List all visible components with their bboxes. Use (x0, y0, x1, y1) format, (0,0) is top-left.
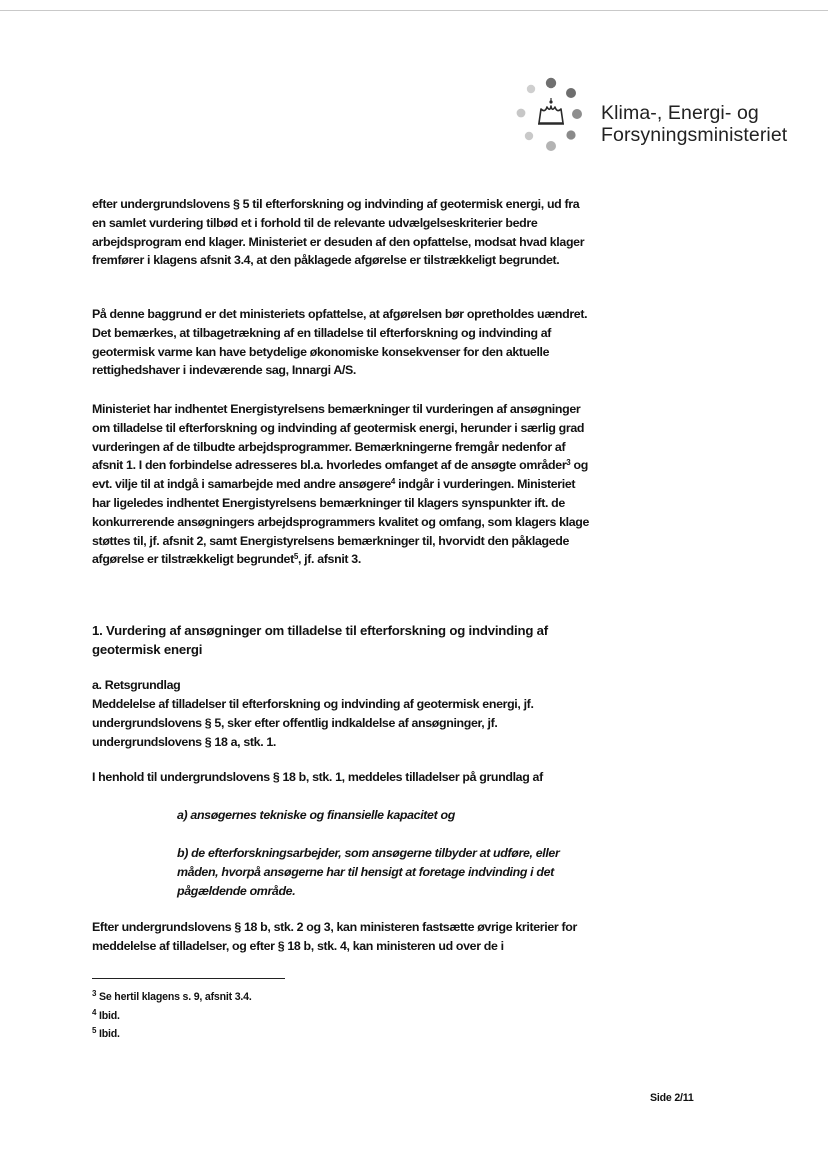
footnote-3 (92, 990, 252, 1004)
paragraph-1: efter undergrundslovens § 5 til efterforskning og indvinding af geotermisk energi, ud fra en samlet vurdering tilbød et i forhold til de relevante udvælgelseskriterier bedre arbejdsprogram end klager. Ministeriet er desuden af den opfattelse, modsat hvad klager fremfører i klagens afsnit 3.4, at den påklagede afgørelse er tilstrækkeligt begrundet. (92, 197, 585, 268)
page-number: Side 2/11 (650, 1092, 694, 1104)
paragraph-3-text-a: Ministeriet har indhentet Energistyrelsens bemærkninger til vurderingen af ansøgninger om tilladelse til efterforskning og indvinding af geotermisk energi, herunder i særlig grad vurderingen af de tilbudte arbejdsprogrammer. Bemærkningerne fremgår nedenfor af afsnit 1. I den forbindelse adresseres bl.a. hvorledes omfanget af de ansøgte områder (92, 402, 585, 473)
paragraph-6: Efter undergrundslovens § 18 b, stk. 2 og 3, kan ministeren fastsætte øvrige kriterier for meddelelse af tilladelser, og efter § 18 b, stk. 4, kan ministeren ud over de i (92, 920, 577, 953)
footnote-ref-4: 4 (390, 477, 395, 487)
paragraph-3-text-b: og evt. vilje til at indgå i samarbejde med andre ansøgere (92, 458, 588, 492)
paragraph-3-text-d: , jf. afsnit 3. (298, 552, 361, 567)
quote-item-a: a) ansøgernes tekniske og finansielle kapacitet og (177, 808, 455, 822)
footnote-ref-5: 5 (293, 552, 298, 562)
footnote-number: 5 (92, 1026, 97, 1035)
ministry-name (601, 102, 787, 146)
top-border-line (0, 10, 828, 11)
footnote-separator (92, 978, 285, 979)
subheading-a: a. Retsgrundlag (92, 678, 181, 692)
paragraph-2: På denne baggrund er det ministeriets opfattelse, at afgørelsen bør opretholdes uændret. Det bemærkes, at tilbagetrækning af en tilladelse til efterforskning og indvinding af geotermisk varme kan have betydelige økonomiske konsekvenser for den aktuelle rettighedshaver i indeværende sag, Innargi A/S. (92, 307, 588, 378)
footnote-text: Ibid. (99, 1028, 120, 1040)
paragraph-3 (92, 400, 592, 569)
logo-line-2: Forsyningsministeriet (601, 124, 788, 146)
footnote-text: Se hertil klagens s. 9, afsnit 3.4. (99, 991, 252, 1003)
crown-dots-emblem-icon (508, 74, 598, 160)
footnote-5 (92, 1027, 120, 1041)
footnote-number: 3 (92, 989, 97, 998)
quote-item-b: b) de efterforskningsarbejder, som ansøgerne tilbyder at udføre, eller måden, hvorpå ansøgerne har til hensigt at foretage indvinding i det pågældende område. (177, 846, 560, 898)
footnote-4 (92, 1009, 120, 1023)
footnote-number: 4 (92, 1008, 97, 1017)
ministry-logo (508, 74, 808, 160)
footnote-ref-3: 3 (566, 458, 571, 468)
paragraph-5: I henhold til undergrundslovens § 18 b, stk. 1, meddeles tilladelser på grundlag af (92, 770, 543, 784)
paragraph-3-text-c: indgår i vurderingen. Ministeriet har ligeledes indhentet Energistyrelsens bemærkninger til klagers synspunkter ift. de konkurrerende ansøgningers arbejdsprogrammers kvalitet og omfang, som klagers klage støttes til, jf. afsnit 2, samt Energistyrelsens bemærkninger til, hvorvidt den påklagede afgørelse er tilstrækkeligt begrundet (92, 477, 590, 567)
paragraph-4: Meddelelse af tilladelser til efterforskning og indvinding af geotermisk energi, jf. undergrundslovens § 5, sker efter offentlig indkaldelse af ansøgninger, jf. undergrundslovens § 18 a, stk. 1. (92, 697, 534, 749)
section-heading-1: 1. Vurdering af ansøgninger om tilladelse til efterforskning og indvinding af geotermisk energi (92, 623, 548, 657)
logo-line-1: Klima-, Energi- og (601, 102, 759, 124)
footnote-text: Ibid. (99, 1010, 120, 1022)
